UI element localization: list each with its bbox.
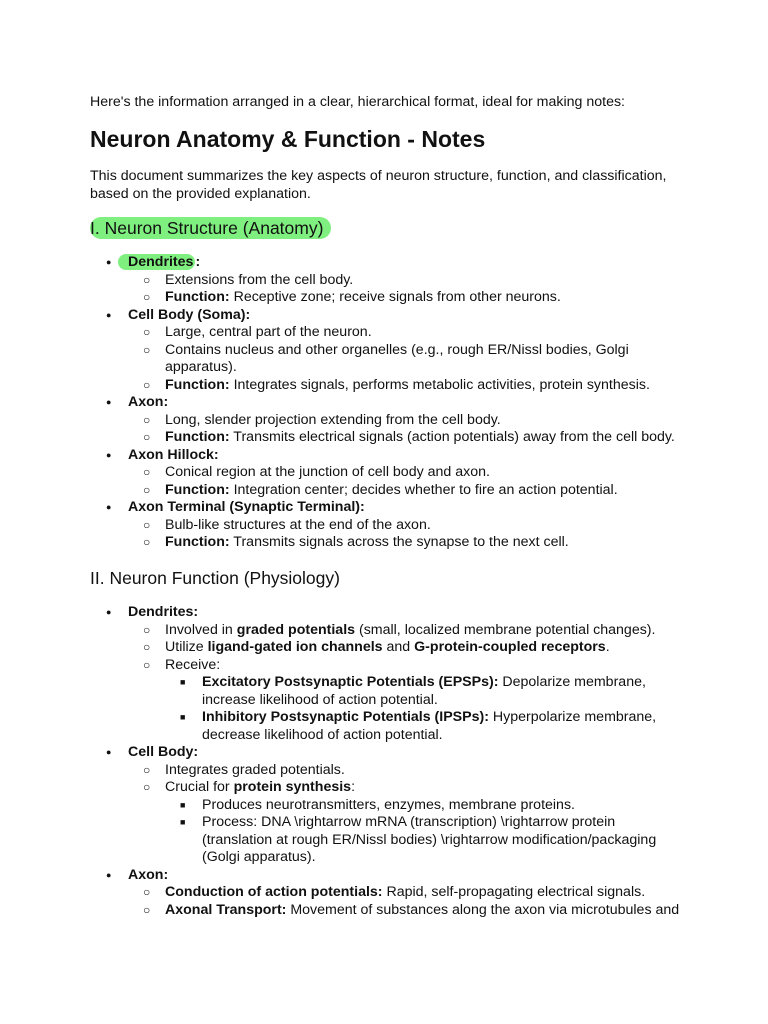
list-item: ○ Function: Receptive zone; receive signals from other neurons. bbox=[165, 289, 688, 307]
list-item: ○ Function: Transmits signals across the synapse to the next cell. bbox=[165, 534, 688, 552]
list-item: ○ Function: Integrates signals, performs metabolic activities, protein synthesis. bbox=[165, 377, 688, 395]
list-item-cell-body: ● Cell Body (Soma): ○ Large, central part of the neuron. ○ Contains nucleus and other organelles (e.g., rough ER/Nissl bodies, Golgi apparatus). ○ Function: Integrates signals, performs metabolic activities, protein synthesis. bbox=[128, 307, 688, 395]
list-item: ○ Receive: ■ Excitatory Postsynaptic Potentials (EPSPs): Depolarize membrane, increase likelihood of action potential. ■ Inhibitory Postsynaptic Potentials (IPSPs): Hyperpolarize membrane, decrease likelihood of action potential. bbox=[165, 657, 688, 745]
list-item-axon-function: ● Axon: ○ Conduction of action potentials: Rapid, self-propagating electrical signals. ○ Axonal Transport: Movement of substances along the axon via microtubules and bbox=[128, 867, 688, 920]
list-item: ○ Involved in graded potentials (small, localized membrane potential changes). bbox=[165, 622, 688, 640]
list-item: ■ Produces neurotransmitters, enzymes, membrane proteins. bbox=[202, 797, 688, 815]
sublist bbox=[202, 797, 688, 867]
dendrites-highlight: Dendrites bbox=[118, 254, 195, 270]
list-item: ○ Utilize ligand-gated ion channels and G-protein-coupled receptors. bbox=[165, 639, 688, 657]
list-item: ○ Crucial for protein synthesis: ■ Produces neurotransmitters, enzymes, membrane proteins. ■ Process: DNA \rightarrow mRNA (transcription) \rightarrow protein (translation at rough ER/Nissl bodies) \rightarrow modification/packaging (Golgi apparatus). bbox=[165, 779, 688, 867]
sublist bbox=[165, 762, 688, 867]
list-item-cell-body-function: ● Cell Body: ○ Integrates graded potentials. ○ Crucial for protein synthesis: ■ Produces neurotransmitters, enzymes, membrane proteins. ■ Process: DNA \rightarrow mRNA (transcription) \rightarrow protein (translation at rough ER/Nissl bodies) \rightarrow modification/packaging (Golgi apparatus). bbox=[128, 744, 688, 867]
intro-line: Here's the information arranged in a clear, hierarchical format, ideal for making notes: bbox=[90, 94, 626, 110]
list-item: ○ Bulb-like structures at the end of the axon. bbox=[165, 517, 688, 535]
list-item: ○ Function: Integration center; decides whether to fire an action potential. bbox=[165, 482, 688, 500]
sublist bbox=[202, 674, 688, 744]
list-item: ○ Extensions from the cell body. bbox=[165, 272, 688, 290]
list-item: ■ Process: DNA \rightarrow mRNA (transcription) \rightarrow protein (translation at rough ER/Nissl bodies) \rightarrow modification/packaging (Golgi apparatus). bbox=[202, 814, 688, 867]
heading-highlight: I. Neuron Structure (Anatomy) bbox=[90, 217, 331, 239]
function-list bbox=[128, 604, 688, 919]
list-item: ○ Function: Transmits electrical signals (action potentials) away from the cell body. bbox=[165, 429, 688, 447]
list-item-dendrites: ● Dendrites : ○ Extensions from the cell body. ○ Function: Receptive zone; receive signals from other neurons. bbox=[128, 254, 688, 307]
sublist bbox=[165, 324, 688, 394]
list-item: ■ Excitatory Postsynaptic Potentials (EPSPs): Depolarize membrane, increase likelihood of action potential. bbox=[202, 674, 688, 709]
summary-paragraph: This document summarizes the key aspects of neuron structure, function, and classification, based on the provided explanation. bbox=[90, 168, 667, 202]
list-item: ○ Conduction of action potentials: Rapid, self-propagating electrical signals. bbox=[165, 884, 688, 902]
section-heading-structure bbox=[90, 217, 331, 239]
structure-list bbox=[128, 254, 688, 552]
sublist bbox=[165, 622, 688, 745]
list-item-axon-terminal: ● Axon Terminal (Synaptic Terminal): ○ Bulb-like structures at the end of the axon. ○ Function: Transmits signals across the synapse to the next cell. bbox=[128, 499, 688, 552]
list-item: ○ Axonal Transport: Movement of substances along the axon via microtubules and bbox=[165, 902, 688, 920]
list-item-dendrites-function: ● Dendrites: ○ Involved in graded potentials (small, localized membrane potential changes). ○ Utilize ligand-gated ion channels and G-protein-coupled receptors. ○ Receive: ■ Excitatory Postsynaptic Potentials (EPSPs): Depolarize membrane, increase likelihood of action potential. ■ Inhibitory Postsynaptic Potentials (IPSPs): Hyperpolarize membrane, decrease likelihood of action potential. bbox=[128, 604, 688, 744]
sublist bbox=[165, 884, 688, 919]
sublist bbox=[165, 412, 688, 447]
page-title: Neuron Anatomy & Function - Notes bbox=[90, 126, 486, 152]
list-item: ○ Conical region at the junction of cell body and axon. bbox=[165, 464, 688, 482]
list-item: ○ Contains nucleus and other organelles (e.g., rough ER/Nissl bodies, Golgi apparatus). bbox=[165, 342, 688, 377]
list-item: ○ Integrates graded potentials. bbox=[165, 762, 688, 780]
list-item-axon-hillock: ● Axon Hillock: ○ Conical region at the junction of cell body and axon. ○ Function: Integration center; decides whether to fire an action potential. bbox=[128, 447, 688, 500]
sublist bbox=[165, 464, 688, 499]
section-heading-function: II. Neuron Function (Physiology) bbox=[90, 568, 340, 588]
list-item: ○ Large, central part of the neuron. bbox=[165, 324, 688, 342]
list-item: ■ Inhibitory Postsynaptic Potentials (IPSPs): Hyperpolarize membrane, decrease likelihood of action potential. bbox=[202, 709, 688, 744]
sublist bbox=[165, 517, 688, 552]
list-item: ○ Long, slender projection extending from the cell body. bbox=[165, 412, 688, 430]
sublist bbox=[165, 272, 688, 307]
list-item-axon: ● Axon: ○ Long, slender projection extending from the cell body. ○ Function: Transmits electrical signals (action potentials) away from the cell body. bbox=[128, 394, 688, 447]
